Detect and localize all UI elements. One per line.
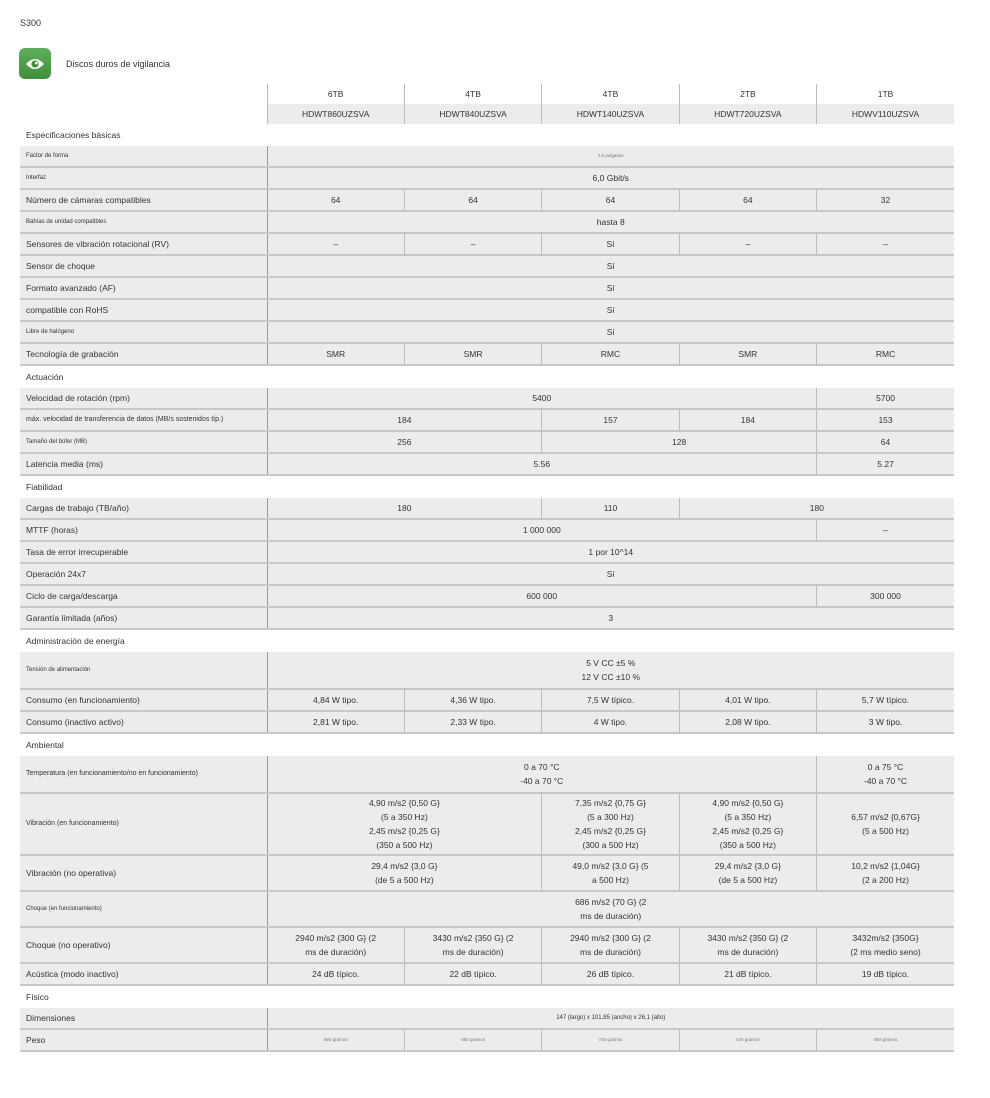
cell-text: SMR [679,343,816,365]
cell-text: 3432m/s2 {350G} [852,933,919,943]
cell-text: 256 [267,431,542,453]
table-row [20,167,954,189]
cell-text: 2,81 W tipo. [267,711,404,733]
cell-text: – [267,233,404,255]
cell-text: Operación 24x7 [20,563,267,585]
table-cell [267,756,817,793]
cell-text: 5 V CC ±5 % [586,658,636,668]
cell-text: Ciclo de carga/descarga [20,585,267,607]
table-row [20,299,954,321]
cell-text: 3,5 pulgadas [267,146,954,167]
cell-text: Peso [20,1029,267,1051]
cell-text: 0 a 75 °C [867,762,904,772]
cell-text: 7,5 W típico. [542,689,679,711]
cell-text: 64 [267,189,404,211]
section-heading [20,124,954,146]
table-row [20,855,954,891]
cell-text: 26 dB típico. [542,963,679,985]
cell-text: (de 5 a 500 Hz) [718,875,778,885]
cell-text: 184 [267,409,542,431]
cell-text: Ambiental [20,733,954,756]
cell-text: 2,45 m/s2 {0,25 G} [575,826,646,836]
table-row [20,453,954,475]
cell-text: Sí [267,255,954,277]
cell-text: Fiabilidad [20,475,954,498]
cell-text: 29,4 m/s2 {3,0 G} [371,861,438,871]
cell-text: 12 V CC ±10 % [581,672,641,682]
table-cell [267,855,542,891]
cell-text: (350 a 500 Hz) [719,840,776,850]
cell-text: 3430 m/s2 {350 G} (2 [432,933,514,943]
table-cell [817,793,954,855]
cell-text: 2,33 W tipo. [404,711,541,733]
cell-text: 49,0 m/s2 {3,0 G} (5 [572,861,649,871]
model-cell: HDWT860UZSVA [267,104,404,124]
table-row [20,711,954,733]
cell-text: (5 a 500 Hz) [862,826,909,836]
model-cell: HDWV110UZSVA [817,104,954,124]
cell-text: 3430 m/s2 {350 G} (2 [707,933,789,943]
cell-text: 2940 m/s2 {300 G} (2 [295,933,377,943]
table-cell [542,793,679,855]
cell-text: 180 [267,498,542,519]
cell-text: Sensores de vibración rotacional (RV) [20,233,267,255]
table-row [20,652,954,689]
cell-text: ms de duración) [442,947,504,957]
cell-text: 0 a 70 °C [524,762,560,772]
cell-text: 440 gramos [679,1029,816,1051]
cell-text: Acústica (modo inactivo) [20,963,267,985]
cell-text: Tasa de error irrecuperable [20,541,267,563]
cell-text: 690 gramos [267,1029,404,1051]
table-cell [267,927,404,963]
cell-text: – [817,519,954,541]
cell-text: 1 000 000 [267,519,817,541]
section-heading [20,733,954,756]
capacity-cell: 2TB [679,84,816,104]
cell-text: 10,2 m/s2 {1,04G} [851,861,920,871]
cell-text: (5 a 300 Hz) [587,812,634,822]
cell-text: (300 a 500 Hz) [582,840,639,850]
table-row [20,233,954,255]
cell-text: 110 [542,498,679,519]
cell-text: 686 m/s2 {70 G} (2 [575,897,647,907]
cell-text: Consumo (inactivo activo) [20,711,267,733]
cell-text: ms de duración) [717,947,779,957]
eye-icon [25,57,45,71]
cell-text: Tecnología de grabación [20,343,267,365]
table-cell [817,756,954,793]
cell-text: 300 000 [817,585,954,607]
cell-text: 22 dB típico. [404,963,541,985]
cell-text: a 500 Hz) [592,875,629,885]
cell-text: 5400 [267,388,817,409]
table-cell [679,793,816,855]
cell-text: Tamaño del búfer (MB) [20,431,267,453]
cell-text: 128 [542,431,817,453]
cell-text: 21 dB típico. [679,963,816,985]
table-cell [679,927,816,963]
cell-text: Especificaciones básicas [20,124,954,146]
table-cell [404,927,541,963]
cell-text: hasta 8 [267,211,954,233]
table-row [20,891,954,927]
cell-text: Velocidad de rotación (rpm) [20,388,267,409]
cell-text: – [679,233,816,255]
cell-text: 5700 [817,388,954,409]
table-row [20,1008,954,1029]
cell-text: Bahías de unidad compatibles [20,211,267,233]
cell-text: máx. velocidad de transferencia de datos (MB/s sostenidos típ.) [20,409,267,431]
table-row [20,146,954,167]
table-row [20,189,954,211]
cell-text: SMR [267,343,404,365]
section-heading [20,629,954,652]
cell-text: Cargas de trabajo (TB/año) [20,498,267,519]
capacity-cell: 1TB [817,84,954,104]
cell-text: Latencia media (ms) [20,453,267,475]
cell-text: Sensor de choque [20,255,267,277]
cell-text: (2 a 200 Hz) [862,875,909,885]
cell-text: 720 gramos [542,1029,679,1051]
table-row [20,321,954,343]
section-heading [20,475,954,498]
cell-text: 29,4 m/s2 {3,0 G} [714,861,781,871]
cell-text: 4,84 W tipo. [267,689,404,711]
cell-text: Consumo (en funcionamiento) [20,689,267,711]
cell-text: Dimensiones [20,1008,267,1029]
cell-text: 19 dB típico. [817,963,954,985]
cell-text: Formato avanzado (AF) [20,277,267,299]
cell-text: 7,35 m/s2 {0,75 G} [575,798,646,808]
table-row [20,343,954,365]
cell-text: (de 5 a 500 Hz) [375,875,434,885]
table-cell [679,855,816,891]
cell-text: 157 [542,409,679,431]
cell-text: 64 [404,189,541,211]
cell-text: Físico [20,985,954,1008]
table-row [20,519,954,541]
cell-text: 153 [817,409,954,431]
table-cell [267,652,954,689]
cell-text: 4,36 W tipo. [404,689,541,711]
cell-text: Garantía limitada (años) [20,607,267,629]
cell-text: 5.56 [267,453,817,475]
cell-text: SMR [404,343,541,365]
table-row [20,585,954,607]
table-row [20,409,954,431]
cell-text: Número de cámaras compatibles [20,189,267,211]
cell-text: 3 W tipo. [817,711,954,733]
table-row [20,756,954,793]
table-row [20,541,954,563]
model-cell: HDWT840UZSVA [404,104,541,124]
cell-text: 64 [817,431,954,453]
cell-text: RMC [542,343,679,365]
cell-text: Sí [267,277,954,299]
series-title: S300 [20,18,42,28]
table-cell [542,927,679,963]
capacity-row [20,84,954,104]
cell-text: 3 [267,607,954,629]
cell-text: 650 gramos [404,1029,541,1051]
cell-text: 4,90 m/s2 {0,50 G} [712,798,784,808]
capacity-cell: 4TB [542,84,679,104]
cell-text: Vibración (no operativa) [20,855,267,891]
cell-text: 4,01 W tipo. [679,689,816,711]
table-cell [817,855,954,891]
spec-table [20,84,954,1052]
cell-text: 2,08 W tipo. [679,711,816,733]
model-row [20,104,954,124]
table-cell [542,855,679,891]
table-cell [20,104,267,124]
cell-text: Vibración (en funcionamiento) [20,793,267,855]
cell-text: 24 dB típico. [267,963,404,985]
cell-text: RMC [817,343,954,365]
cell-text: 6,57 m/s2 {0,67G} [851,812,920,822]
table-row [20,211,954,233]
table-cell [267,891,954,927]
cell-text: 4,90 m/s2 {0,50 G} [368,798,440,808]
table-row [20,563,954,585]
section-heading [20,365,954,388]
cell-text: 64 [679,189,816,211]
cell-text: ms de duración) [305,947,367,957]
cell-text: – [404,233,541,255]
cell-text: Sí [542,233,679,255]
table-row [20,431,954,453]
cell-text: – [817,233,954,255]
table-row [20,277,954,299]
table-row [20,689,954,711]
cell-text: ms de duración) [580,911,642,921]
cell-text: Factor de forma [20,146,267,167]
table-row [20,963,954,985]
model-cell: HDWT720UZSVA [679,104,816,124]
capacity-cell: 4TB [404,84,541,104]
table-cell [20,84,267,104]
table-row [20,607,954,629]
cell-text: Sí [267,299,954,321]
cell-text: 1 por 10^14 [267,541,954,563]
table-row [20,388,954,409]
cell-text: (5 a 350 Hz) [381,812,428,822]
cell-text: 6,0 Gbit/s [267,167,954,189]
model-cell: HDWT140UZSVA [542,104,679,124]
cell-text: 2940 m/s2 {300 G} (2 [570,933,651,943]
cell-text: -40 a 70 °C [863,776,908,786]
cell-text: Actuación [20,365,954,388]
table-cell [267,793,542,855]
cell-text: (5 a 350 Hz) [724,812,772,822]
cell-text: 147 (largo) x 101,85 (ancho) x 26,1 (alto) [267,1008,954,1029]
cell-text: Sí [267,321,954,343]
cell-text: Temperatura (en funcionamiento/no en funcionamiento) [20,756,267,793]
table-cell [817,927,954,963]
table-row [20,1029,954,1051]
cell-text: Choque (en funcionamiento) [20,891,267,927]
cell-text: 2,45 m/s2 {0,25 G} [368,826,440,836]
cell-text: (350 a 500 Hz) [376,840,433,850]
cell-text: 5,7 W típico. [817,689,954,711]
cell-text: ms de duración) [580,947,641,957]
cell-text: MTTF (horas) [20,519,267,541]
cell-text: 32 [817,189,954,211]
cell-text: 64 [542,189,679,211]
table-row [20,498,954,519]
cell-text: Sí [267,563,954,585]
cell-text: 600 000 [267,585,817,607]
capacity-cell: 6TB [267,84,404,104]
surveillance-logo [19,48,51,79]
cell-text: Administración de energía [20,629,954,652]
cell-text: 5.27 [817,453,954,475]
cell-text: 4 W tipo. [542,711,679,733]
cell-text: 2,45 m/s2 {0,25 G} [712,826,784,836]
table-row [20,927,954,963]
cell-text: (2 ms medio seno) [850,947,921,957]
cell-text: Choque (no operativo) [20,927,267,963]
table-row [20,255,954,277]
cell-text: compatible con RoHS [20,299,267,321]
cell-text: Interfaz [20,167,267,189]
cell-text: -40 a 70 °C [520,776,564,786]
section-heading [20,985,954,1008]
cell-text: 450 gramos [817,1029,954,1051]
cell-text: Libre de halógeno [20,321,267,343]
cell-text: 180 [679,498,954,519]
category-label: Discos duros de vigilancia [66,59,171,69]
cell-text: 184 [679,409,816,431]
cell-text: Tensión de alimentación [20,652,267,689]
table-row [20,793,954,855]
